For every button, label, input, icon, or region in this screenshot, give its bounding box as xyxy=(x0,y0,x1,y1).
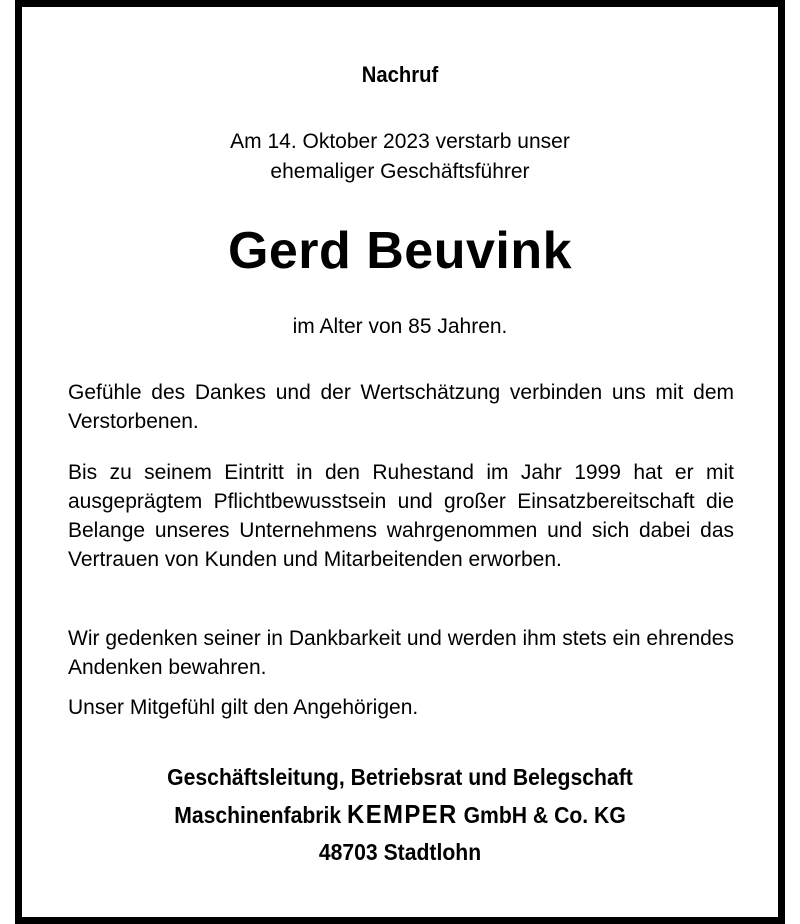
age-line: im Alter von 85 Jahren. xyxy=(292,315,508,338)
signature-city: 48703 Stadtlohn xyxy=(318,839,482,865)
signature-line-1: Geschäftsleitung, Betriebsrat und Belegschaft xyxy=(167,764,633,790)
company-prefix: Maschinenfabrik xyxy=(174,802,342,828)
intro-text xyxy=(22,127,778,187)
company-brand: KEMPER xyxy=(347,799,458,829)
paragraph-condolence xyxy=(68,693,734,722)
paragraph-text: Bis zu seinem Eintritt in den Ruhestand im Jahr 1999 hat er mit ausgeprägtem Pflichtbewusstsein und großer Einsatzbereitschaft die Belange unseres Unternehmens wahrgenommen und sich dabei das Vertrauen von Kunden und Mitarbeitenden erworben. xyxy=(68,461,734,571)
paragraph-gratitude xyxy=(68,378,734,436)
paragraph-text: Wir gedenken seiner in Dankbarkeit und werden ihm stets ein ehrendes Andenken bewahren. xyxy=(68,627,734,679)
paragraph-text: Unser Mitgefühl gilt den Angehörigen. xyxy=(68,696,419,719)
paragraph-career xyxy=(68,458,734,574)
paragraph-text: Gefühle des Dankes und der Wertschätzung verbinden uns mit dem Verstorbenen. xyxy=(68,381,734,433)
paragraph-remembrance xyxy=(68,624,734,682)
obituary-content xyxy=(22,7,778,917)
signature-block xyxy=(22,759,778,871)
obituary-frame xyxy=(15,0,785,924)
signature-company xyxy=(52,796,748,834)
company-suffix: GmbH & Co. KG xyxy=(463,802,626,828)
intro-line-1: Am 14. Oktober 2023 verstarb unser xyxy=(230,130,570,153)
intro-line-2: ehemaliger Geschäftsführer xyxy=(270,160,530,183)
obituary-heading: Nachruf xyxy=(361,62,439,87)
deceased-name: Gerd Beuvink xyxy=(227,222,573,280)
